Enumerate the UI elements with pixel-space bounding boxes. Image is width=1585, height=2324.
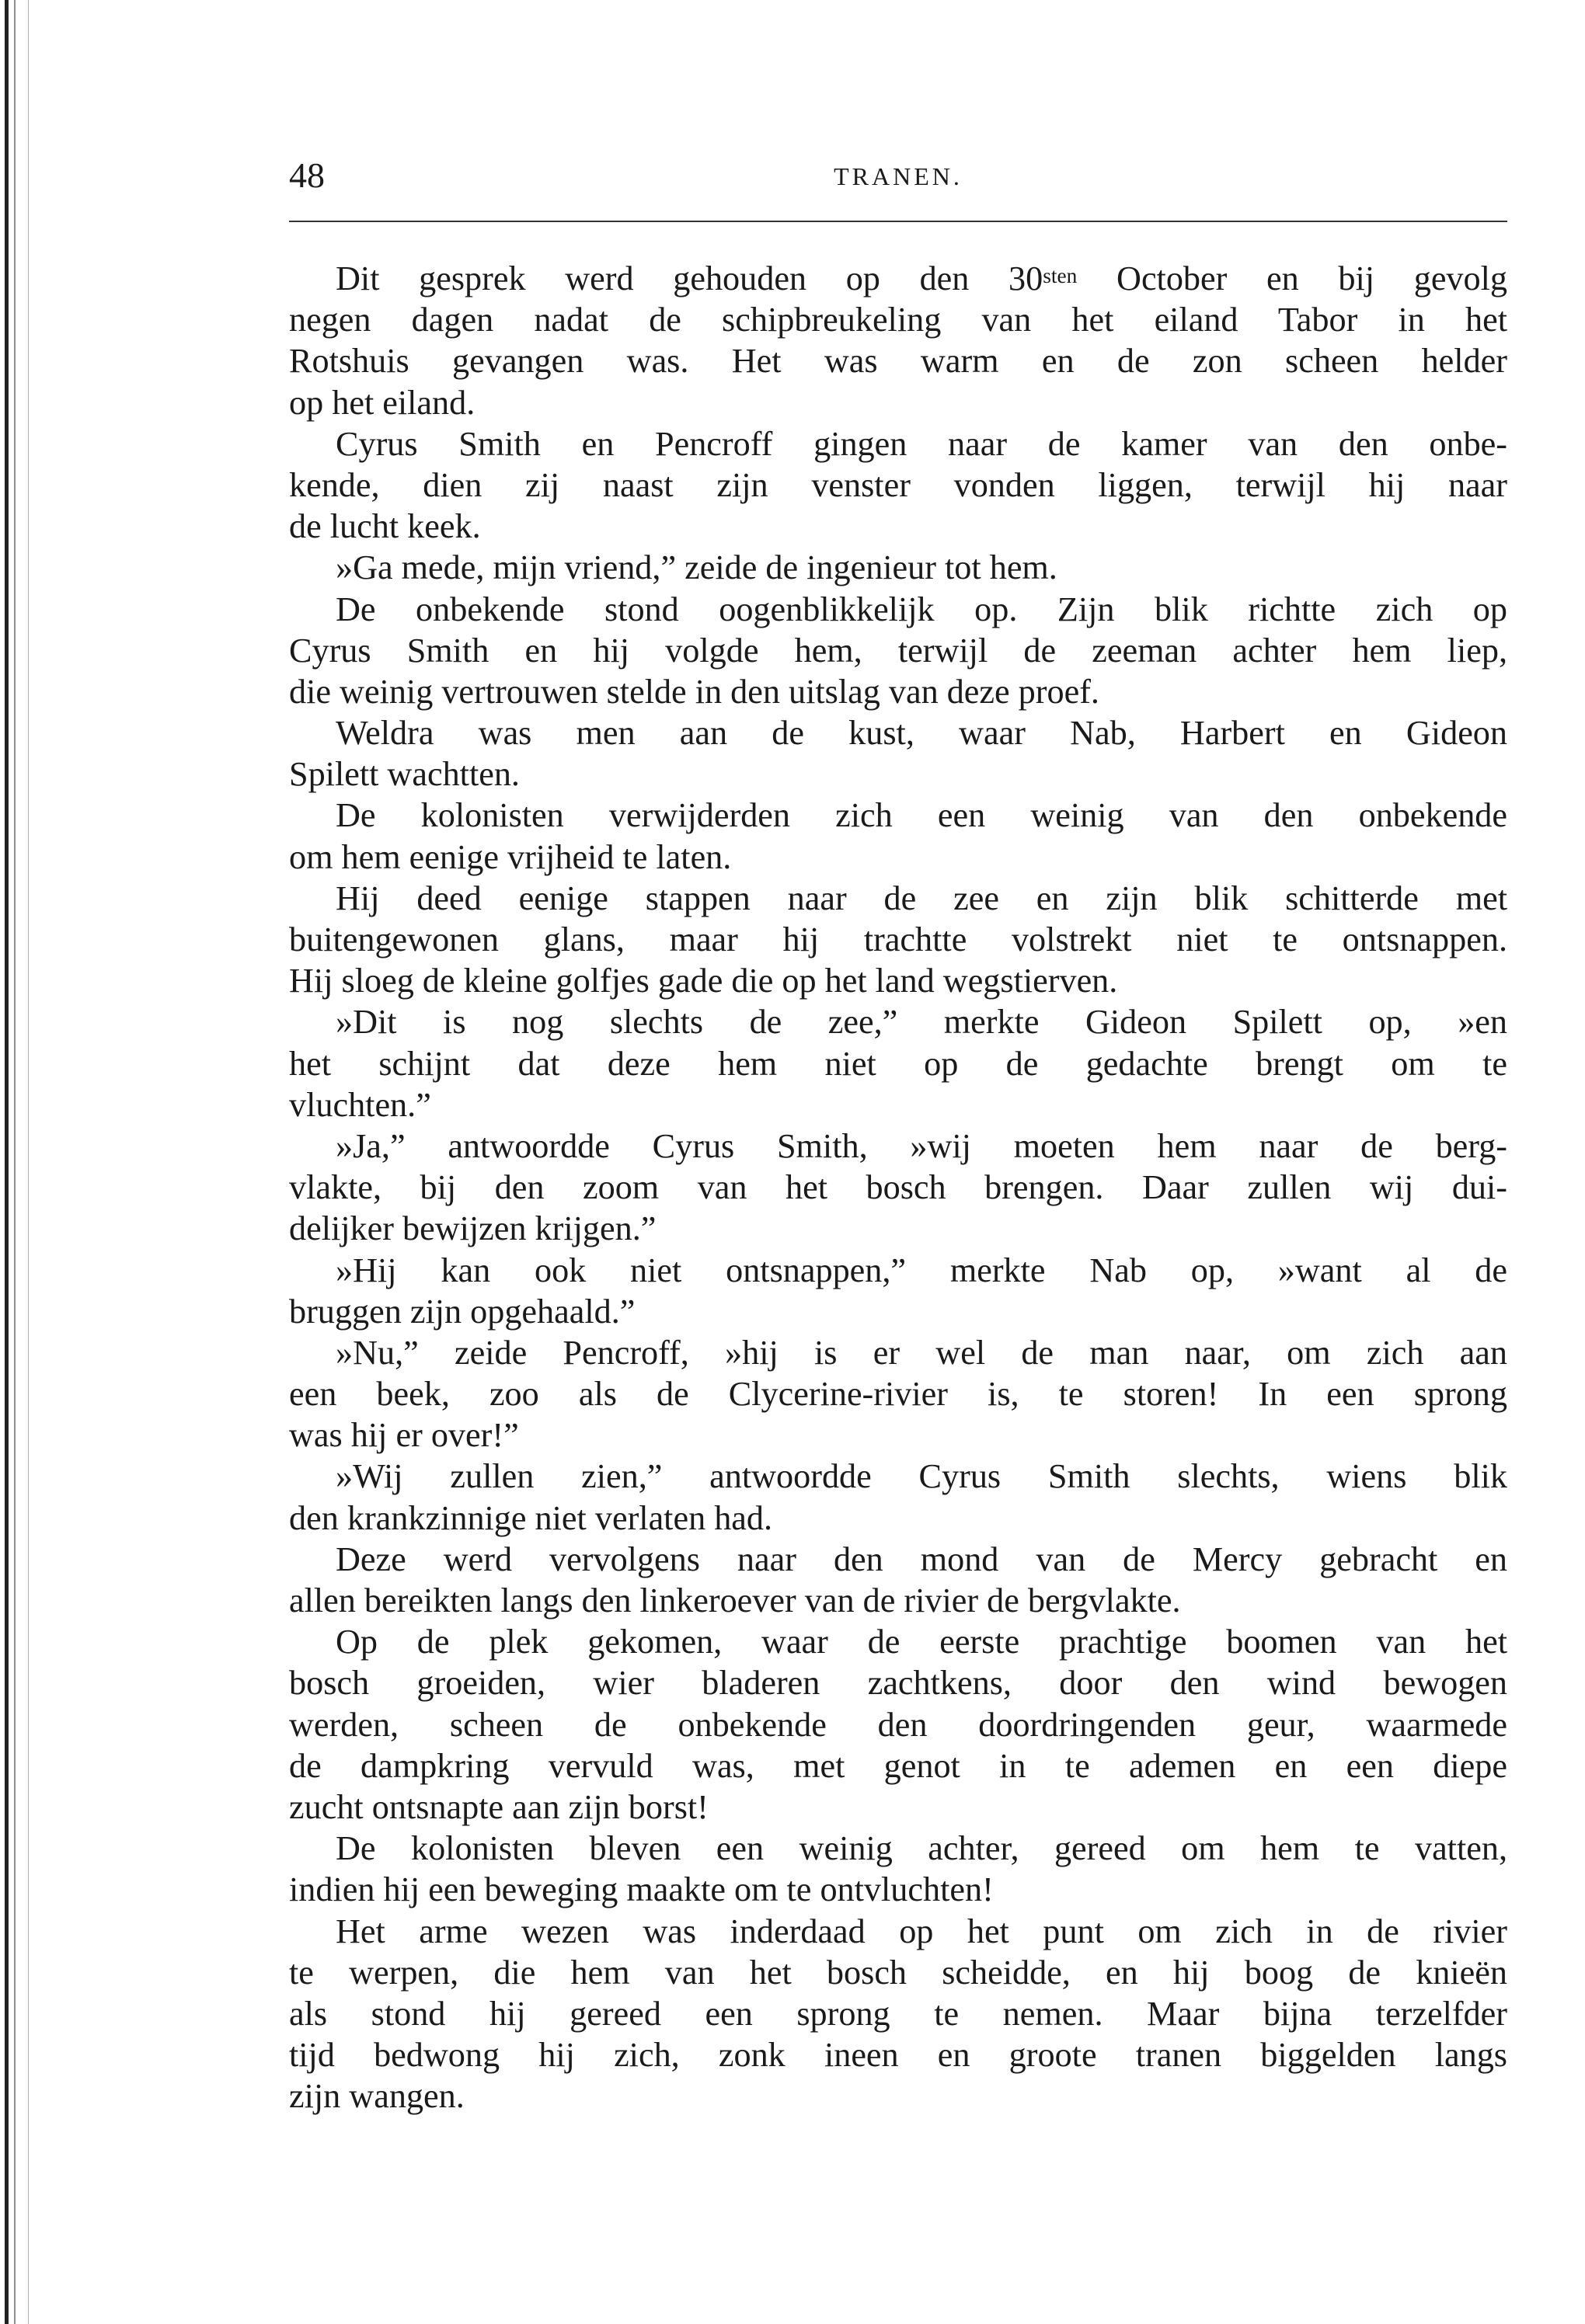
running-head: TRANEN. [834, 162, 963, 190]
text-line: indien hij een beweging maakte om te ontvluchten! [289, 1870, 994, 1909]
page-binding-edge [0, 0, 40, 2324]
binding-strip [5, 0, 9, 2324]
page-number: 48 [289, 155, 325, 195]
text-line [289, 258, 1507, 299]
text-line: de lucht keek. [289, 507, 481, 546]
page-header [289, 152, 1507, 199]
text-line: was hij er over!” [289, 1416, 519, 1455]
text-line: »Hij kan ook niet ontsnappen,” merkte Nab op, »want al de [336, 1251, 1507, 1289]
text-line: zijn wangen. [289, 2077, 465, 2116]
text-line: die weinig vertrouwen stelde in den uitslag van deze proef. [289, 672, 1099, 711]
text-line: de dampkring vervuld was, met genot in te ademen en een diepe [289, 1746, 1507, 1785]
text-line: vlakte, bij den zoom van het bosch brengen. Daar zullen wij dui- [289, 1168, 1507, 1207]
text-line: bosch groeiden, wier bladeren zachtkens, door den wind bewogen [289, 1664, 1507, 1703]
text-line: het schijnt dat deze hem niet op de gedachte brengt om te [289, 1044, 1507, 1083]
text-line: »Dit is nog slechts de zee,” merkte Gideon Spilett op, »en [336, 1003, 1507, 1042]
text-line: allen bereikten langs den linkeroever van de rivier de bergvlakte. [289, 1581, 1181, 1619]
text-line: buitengewonen glans, maar hij trachtte volstrekt niet te ontsnappen. [289, 920, 1507, 958]
binding-strip [14, 0, 16, 2324]
text-line: werden, scheen de onbekende den doordringenden geur, waarmede [289, 1705, 1507, 1744]
text-line: Deze werd vervolgens naar den mond van de Mercy gebracht en [336, 1539, 1507, 1578]
text-line: »Wij zullen zien,” antwoordde Cyrus Smith slechts, wiens blik [336, 1457, 1507, 1496]
text-segment: October en bij gevolg [1077, 259, 1507, 297]
text-line: »Nu,” zeide Pencroff, »hij is er wel de man naar, om zich aan [336, 1333, 1507, 1372]
text-line: bruggen zijn opgehaald.” [289, 1292, 636, 1331]
text-line: »Ja,” antwoordde Cyrus Smith, »wij moeten hem naar de berg- [336, 1126, 1507, 1165]
text-line: om hem eenige vrijheid te laten. [289, 837, 732, 876]
text-line: Weldra was men aan de kust, waar Nab, Harbert en Gideon [336, 714, 1507, 753]
text-line: Cyrus Smith en hij volgde hem, terwijl de zeeman achter hem liep, [289, 631, 1507, 670]
text-line: vluchten.” [289, 1085, 431, 1124]
text-line: Spilett wachtten. [289, 755, 520, 794]
text-line: De onbekende stond oogenblikkelijk op. Zijn blik richtte zich op [336, 590, 1507, 628]
text-line: tijd bedwong hij zich, zonk ineen en groote tranen biggelden langs [289, 2036, 1507, 2075]
ordinal-superscript: sten [1043, 264, 1078, 288]
text-line: »Ga mede, mijn vriend,” zeide de ingenieur tot hem. [336, 548, 1057, 587]
text-line: als stond hij gereed een sprong te nemen. Maar bijna terzelfder [289, 1994, 1507, 2033]
text-line: op het eiland. [289, 383, 476, 422]
binding-strip [28, 0, 29, 2324]
text-line: Rotshuis gevangen was. Het was warm en de zon scheen helder [289, 342, 1507, 381]
text-line: De kolonisten verwijderden zich een weinig van den onbekende [336, 796, 1507, 835]
body-text [289, 258, 1507, 2117]
text-line: een beek, zoo als de Clycerine-rivier is, te storen! In een sprong [289, 1375, 1507, 1414]
text-line: kende, dien zij naast zijn venster vonden liggen, terwijl hij naar [289, 465, 1507, 504]
text-line: Hij sloeg de kleine golfjes gade die op het land wegstierven. [289, 962, 1118, 1000]
text-line: den krankzinnige niet verlaten had. [289, 1498, 773, 1537]
text-line: Cyrus Smith en Pencroff gingen naar de kamer van den onbe- [336, 424, 1507, 463]
header-rule [289, 221, 1507, 222]
text-segment: Dit gesprek werd gehouden op den 30 [336, 259, 1043, 297]
text-line: delijker bewijzen krijgen.” [289, 1209, 657, 1248]
text-line: Het arme wezen was inderdaad op het punt om zich in de rivier [336, 1912, 1507, 1950]
text-line: zucht ontsnapte aan zijn borst! [289, 1787, 709, 1826]
text-line: negen dagen nadat de schipbreukeling van het eiland Tabor in het [289, 301, 1507, 339]
text-line: Op de plek gekomen, waar de eerste prachtige boomen van het [336, 1623, 1507, 1661]
text-line: De kolonisten bleven een weinig achter, gereed om hem te vatten, [336, 1829, 1507, 1868]
text-line: te werpen, die hem van het bosch scheidde, en hij boog de knieën [289, 1953, 1507, 1992]
text-line: Hij deed eenige stappen naar de zee en zijn blik schitterde met [336, 878, 1507, 917]
